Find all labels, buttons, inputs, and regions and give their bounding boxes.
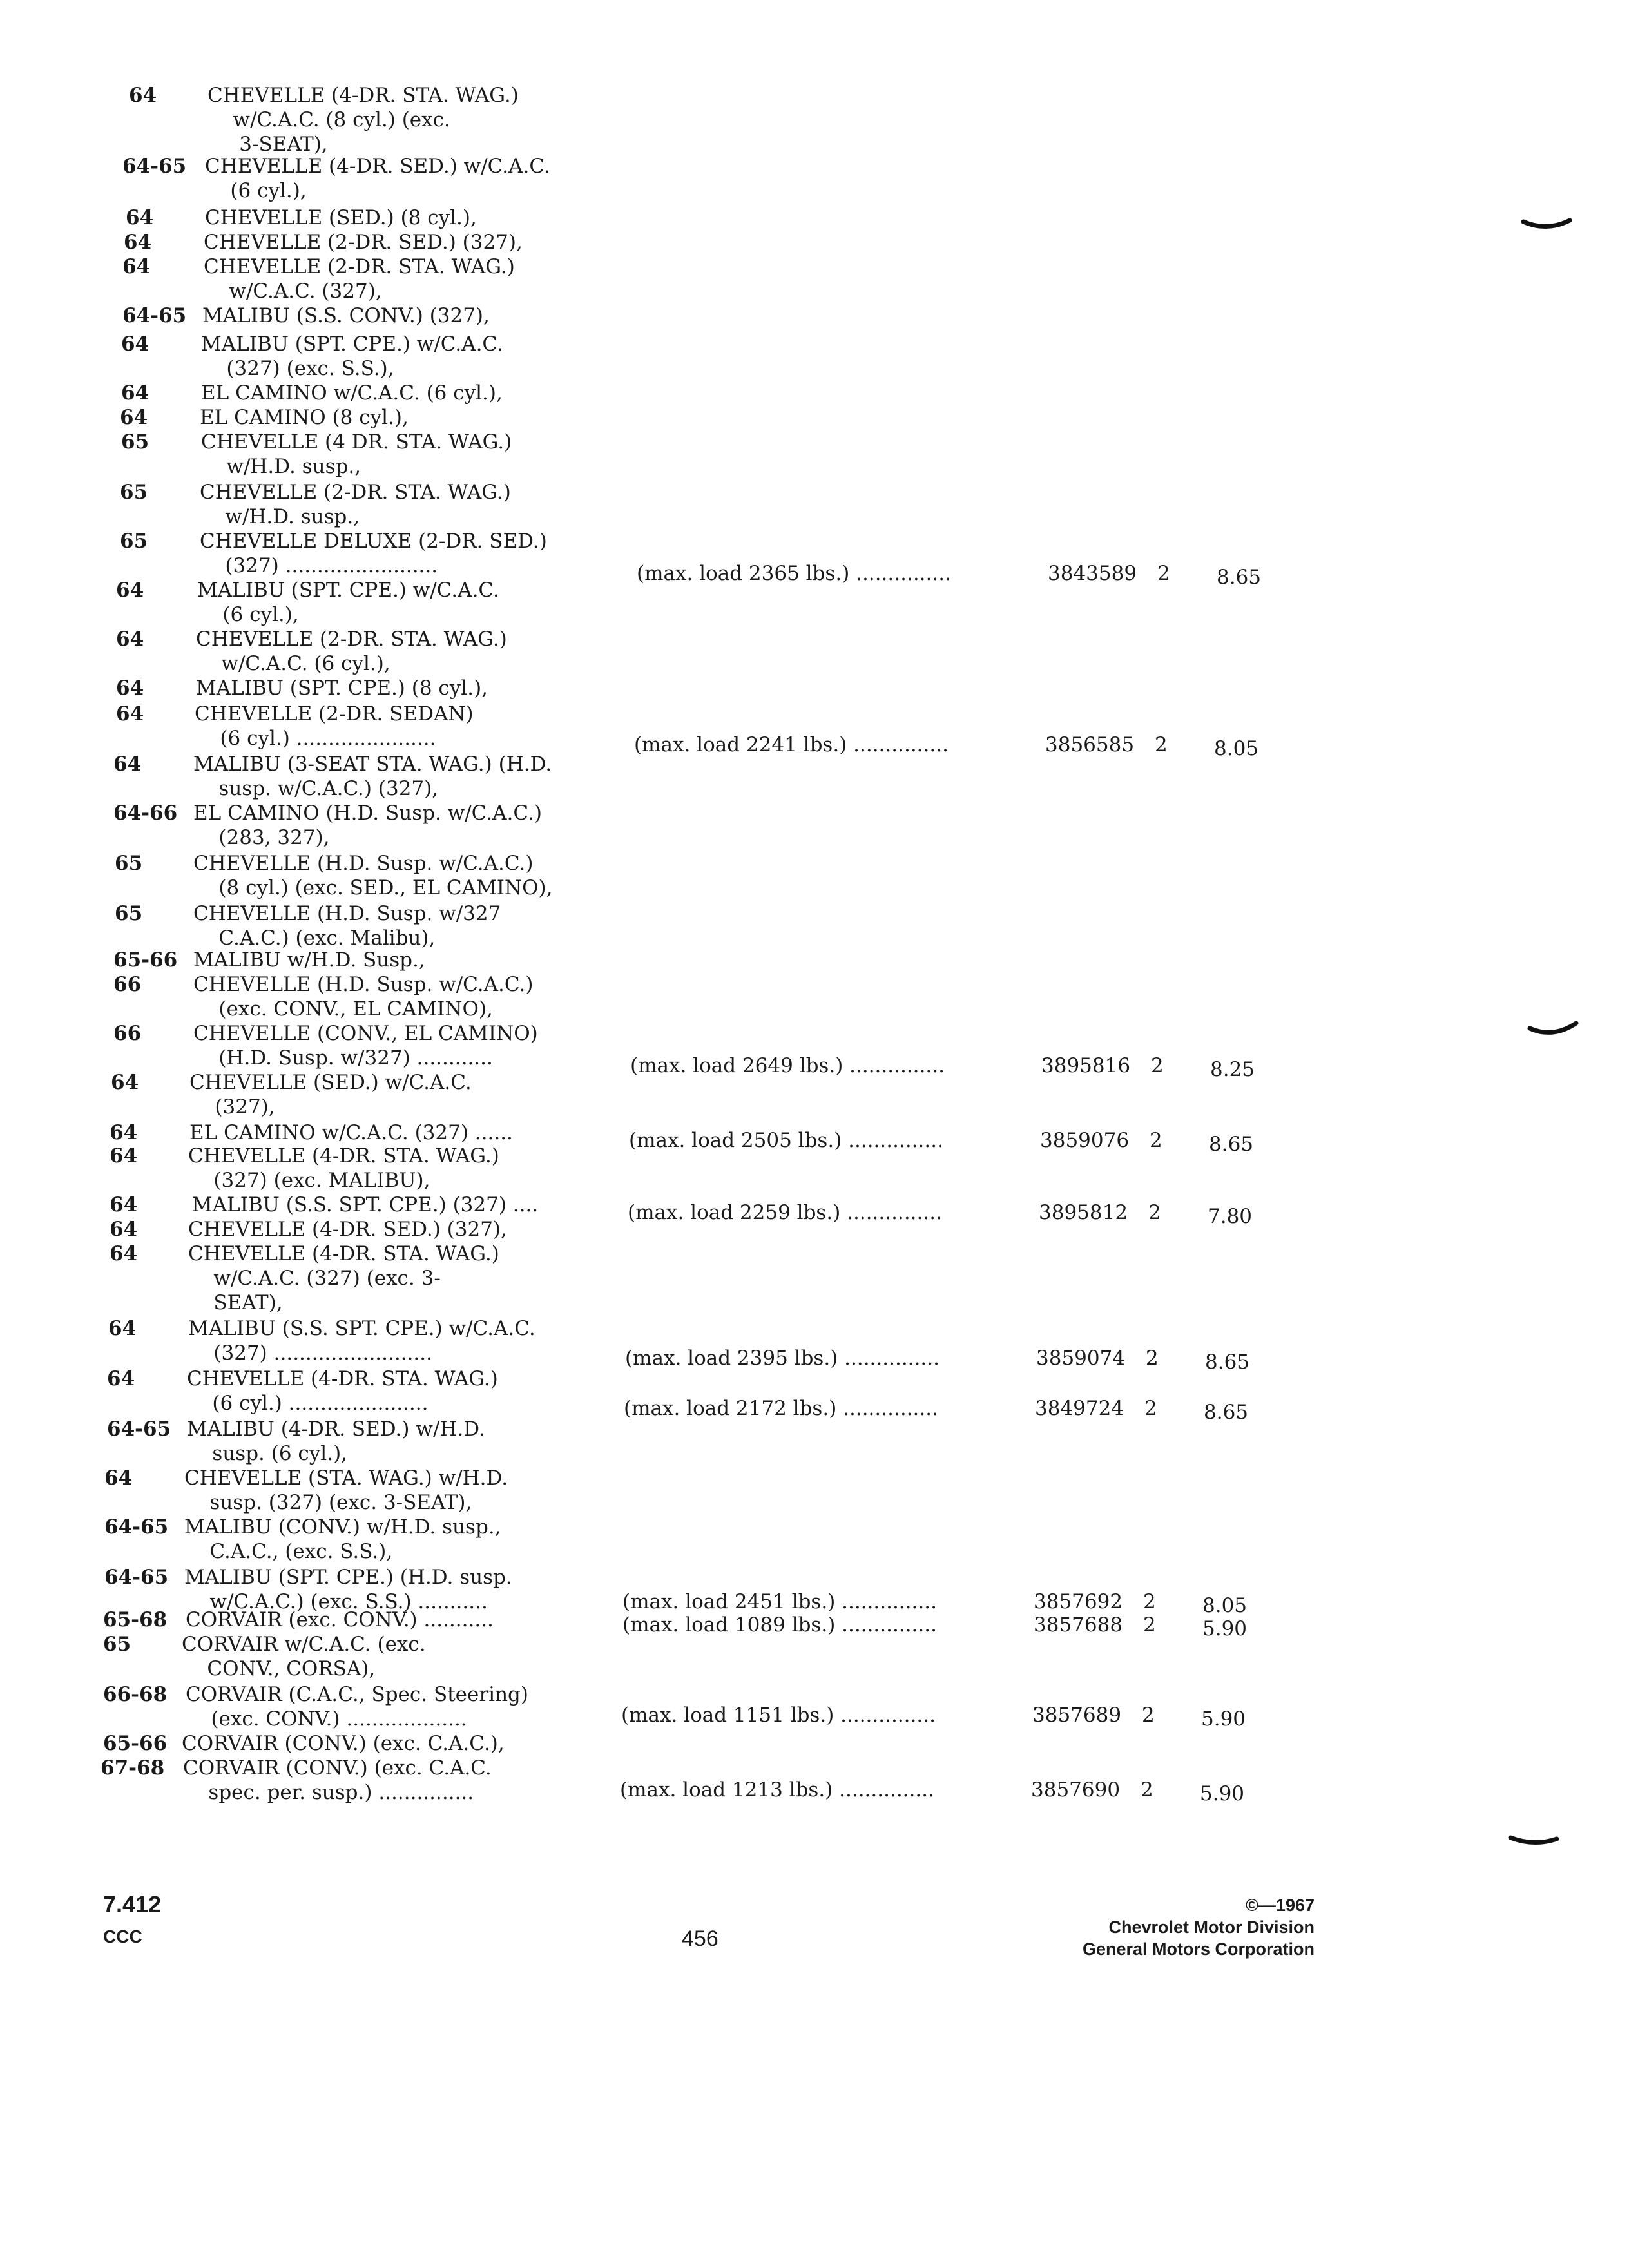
model-year: 64 [110, 1218, 138, 1241]
vehicle-description: CHEVELLE DELUXE (2-DR. SED.) [200, 530, 547, 553]
vehicle-description: MALIBU (S.S. SPT. CPE.) (327) .... [192, 1193, 539, 1216]
quantity: 2 [1142, 1704, 1155, 1727]
vehicle-description: CORVAIR (CONV.) (exc. C.A.C.), [182, 1732, 505, 1755]
vehicle-description: (283, 327), [193, 826, 330, 849]
vehicle-description: CHEVELLE (2-DR. SEDAN) [195, 702, 474, 726]
max-load-spec: (max. load 2395 lbs.) ............... [625, 1347, 940, 1370]
vehicle-description: CHEVELLE (2-DR. SED.) (327), [204, 231, 523, 254]
vehicle-description: CHEVELLE (H.D. Susp. w/327 [193, 902, 501, 925]
max-load-spec: (max. load 2365 lbs.) ............... [637, 562, 951, 585]
model-year: 65 [121, 430, 149, 454]
vehicle-description: CHEVELLE (SED.) (8 cyl.), [205, 206, 477, 229]
vehicle-description: w/C.A.C. (327), [204, 280, 382, 303]
model-year: 64-65 [104, 1566, 169, 1589]
vehicle-description: MALIBU w/H.D. Susp., [193, 948, 425, 972]
model-year: 65 [120, 481, 148, 504]
vehicle-description: (8 cyl.) (exc. SED., EL CAMINO), [193, 876, 553, 899]
part-number: 3895812 [1039, 1201, 1128, 1224]
vehicle-description: MALIBU (SPT. CPE.) (H.D. susp. [184, 1566, 512, 1589]
rate-value: 8.65 [1204, 1401, 1249, 1424]
vehicle-description: (327) (exc. MALIBU), [188, 1169, 430, 1192]
vehicle-description: MALIBU (S.S. SPT. CPE.) w/C.A.C. [188, 1317, 535, 1340]
model-year: 64-65 [122, 155, 187, 178]
rate-value: 5.90 [1202, 1617, 1248, 1640]
vehicle-description: CHEVELLE (2-DR. STA. WAG.) [196, 628, 507, 651]
model-year: 64 [116, 677, 144, 700]
max-load-spec: (max. load 2649 lbs.) ............... [630, 1054, 945, 1077]
quantity: 2 [1141, 1778, 1153, 1802]
model-year: 65 [120, 530, 148, 553]
max-load-spec: (max. load 1213 lbs.) ............... [620, 1778, 934, 1802]
part-number: 3857688 [1034, 1613, 1123, 1637]
max-load-spec: (max. load 2259 lbs.) ............... [628, 1201, 942, 1224]
vehicle-description: 3-SEAT), [207, 133, 328, 156]
model-year: 64 [116, 579, 144, 602]
vehicle-description: w/H.D. susp., [200, 505, 360, 528]
rate-value: 8.65 [1209, 1133, 1254, 1156]
max-load-spec: (max. load 1151 lbs.) ............... [621, 1704, 936, 1727]
model-year: 64 [110, 1121, 138, 1144]
vehicle-description: (327) (exc. S.S.), [201, 357, 394, 380]
model-year: 64 [110, 1144, 138, 1168]
division-line: Chevrolet Motor Division [1108, 1917, 1315, 1937]
vehicle-description: CHEVELLE (H.D. Susp. w/C.A.C.) [193, 852, 534, 875]
vehicle-description: MALIBU (S.S. CONV.) (327), [202, 304, 490, 327]
max-load-spec: (max. load 2505 lbs.) ............... [629, 1129, 943, 1152]
model-year: 65-66 [103, 1732, 168, 1755]
model-year: 66-68 [103, 1683, 168, 1706]
vehicle-description: (6 cyl.) ...................... [187, 1392, 429, 1415]
model-year: 64 [121, 381, 149, 405]
rate-value: 5.90 [1200, 1782, 1245, 1805]
vehicle-description: susp. (6 cyl.), [187, 1442, 348, 1465]
model-year: 64 [113, 753, 142, 776]
model-year: 64 [111, 1071, 139, 1094]
vehicle-description: (327) ......................... [188, 1341, 432, 1365]
model-year: 64 [110, 1193, 138, 1216]
vehicle-description: (exc. CONV., EL CAMINO), [193, 997, 493, 1021]
vehicle-description: CORVAIR (C.A.C., Spec. Steering) [186, 1683, 528, 1706]
vehicle-description: EL CAMINO (8 cyl.), [200, 406, 409, 429]
vehicle-description: CHEVELLE (2-DR. STA. WAG.) [204, 255, 515, 278]
model-year: 64 [108, 1317, 137, 1340]
model-year: 64 [121, 332, 149, 356]
quantity: 2 [1151, 1054, 1164, 1077]
vehicle-description: EL CAMINO (H.D. Susp. w/C.A.C.) [193, 802, 542, 825]
vehicle-description: MALIBU (3-SEAT STA. WAG.) (H.D. [193, 753, 552, 776]
model-year: 64 [120, 406, 148, 429]
part-number: 3857692 [1034, 1590, 1123, 1613]
model-year: 65-66 [113, 948, 178, 972]
part-number: 3859076 [1040, 1129, 1130, 1152]
vehicle-description: w/C.A.C. (6 cyl.), [196, 652, 390, 675]
model-year: 64 [122, 255, 151, 278]
model-year: 64 [104, 1466, 133, 1490]
quantity: 2 [1148, 1201, 1161, 1224]
vehicle-description: MALIBU (CONV.) w/H.D. susp., [184, 1515, 501, 1539]
rate-value: 8.65 [1217, 566, 1262, 589]
vehicle-description: MALIBU (4-DR. SED.) w/H.D. [187, 1418, 485, 1441]
model-year: 65 [103, 1633, 131, 1656]
vehicle-description: (exc. CONV.) ................... [186, 1707, 467, 1731]
vehicle-description: CHEVELLE (4-DR. STA. WAG.) [207, 84, 519, 107]
model-year: 64-65 [104, 1515, 169, 1539]
model-year: 66 [113, 973, 142, 996]
max-load-spec: (max. load 2451 lbs.) ............... [622, 1590, 937, 1613]
model-year: 64 [126, 206, 154, 229]
vehicle-description: (H.D. Susp. w/327) ............ [193, 1046, 493, 1070]
rate-value: 8.25 [1210, 1058, 1255, 1081]
vehicle-description: EL CAMINO w/C.A.C. (327) ...... [189, 1121, 513, 1144]
model-year: 65-68 [103, 1608, 168, 1631]
part-number: 3895816 [1041, 1054, 1131, 1077]
page-number: 456 [682, 1927, 718, 1951]
binder-mark-3 [1508, 1830, 1559, 1856]
rate-value: 5.90 [1201, 1707, 1246, 1731]
model-year: 64-66 [113, 802, 178, 825]
vehicle-description: CHEVELLE (H.D. Susp. w/C.A.C.) [193, 973, 534, 996]
model-year: 64 [107, 1367, 135, 1390]
part-number: 3843589 [1048, 562, 1137, 585]
vehicle-description: CONV., CORSA), [182, 1657, 376, 1680]
vehicle-description: (6 cyl.) ...................... [195, 727, 436, 750]
vehicle-description: (6 cyl.), [205, 179, 307, 202]
vehicle-description: CORVAIR w/C.A.C. (exc. [182, 1633, 426, 1656]
vehicle-description: CORVAIR (exc. CONV.) ........... [186, 1608, 494, 1631]
part-number: 3857690 [1031, 1778, 1121, 1802]
vehicle-description: w/C.A.C. (327) (exc. 3- [188, 1267, 441, 1290]
model-year: 67-68 [101, 1756, 165, 1780]
vehicle-description: CHEVELLE (CONV., EL CAMINO) [193, 1022, 538, 1045]
vehicle-description: MALIBU (SPT. CPE.) w/C.A.C. [201, 332, 503, 356]
vehicle-description: CHEVELLE (4-DR. STA. WAG.) [188, 1242, 499, 1265]
vehicle-description: CHEVELLE (4-DR. STA. WAG.) [188, 1144, 499, 1168]
vehicle-description: SEAT), [188, 1291, 283, 1314]
rate-value: 8.65 [1205, 1350, 1250, 1374]
vehicle-description: (327), [189, 1095, 275, 1119]
vehicle-description: CHEVELLE (4-DR. SED.) w/C.A.C. [205, 155, 550, 178]
model-year: 64 [116, 628, 144, 651]
part-number: 3856585 [1045, 733, 1135, 756]
vehicle-description: C.A.C., (exc. S.S.), [184, 1540, 393, 1563]
max-load-spec: (max. load 1089 lbs.) ............... [622, 1613, 937, 1637]
vehicle-description: CORVAIR (CONV.) (exc. C.A.C. [183, 1756, 492, 1780]
vehicle-description: w/C.A.C. (8 cyl.) (exc. [207, 108, 450, 131]
model-year: 64-65 [107, 1418, 171, 1441]
vehicle-description: (327) ........................ [200, 554, 438, 577]
rate-value: 8.05 [1214, 737, 1259, 760]
model-year: 64-65 [122, 304, 187, 327]
model-year: 64 [124, 231, 152, 254]
model-year: 64 [129, 84, 157, 107]
vehicle-description: CHEVELLE (SED.) w/C.A.C. [189, 1071, 472, 1094]
model-year: 65 [115, 852, 143, 875]
rate-value: 8.05 [1202, 1594, 1248, 1617]
section-number: 7.412 [103, 1891, 162, 1917]
vehicle-description: CHEVELLE (2-DR. STA. WAG.) [200, 481, 511, 504]
vehicle-description: CHEVELLE (4 DR. STA. WAG.) [201, 430, 512, 454]
model-year: 65 [115, 902, 143, 925]
quantity: 2 [1155, 733, 1168, 756]
binder-mark-2 [1527, 1019, 1579, 1045]
rate-value: 7.80 [1208, 1205, 1253, 1228]
quantity: 2 [1144, 1397, 1157, 1420]
vehicle-description: MALIBU (SPT. CPE.) w/C.A.C. [197, 579, 499, 602]
model-year: 64 [116, 702, 144, 726]
max-load-spec: (max. load 2172 lbs.) ............... [624, 1397, 938, 1420]
vehicle-description: EL CAMINO w/C.A.C. (6 cyl.), [201, 381, 503, 405]
vehicle-description: CHEVELLE (STA. WAG.) w/H.D. [184, 1466, 508, 1490]
catalog-code: CCC [103, 1927, 142, 1946]
part-number: 3857689 [1032, 1704, 1122, 1727]
model-year: 64 [110, 1242, 138, 1265]
vehicle-description: w/H.D. susp., [201, 455, 361, 478]
corporation-line: General Motors Corporation [1082, 1939, 1315, 1959]
quantity: 2 [1143, 1613, 1156, 1637]
vehicle-description: C.A.C.) (exc. Malibu), [193, 927, 436, 950]
vehicle-description: (6 cyl.), [197, 603, 299, 626]
quantity: 2 [1146, 1347, 1159, 1370]
binder-mark-1 [1521, 213, 1572, 238]
vehicle-description: CHEVELLE (4-DR. SED.) (327), [188, 1218, 507, 1241]
model-year: 66 [113, 1022, 142, 1045]
vehicle-description: w/C.A.C.) (exc. S.S.) ........... [184, 1590, 488, 1613]
vehicle-description: spec. per. susp.) ............... [183, 1781, 474, 1804]
vehicle-description: MALIBU (SPT. CPE.) (8 cyl.), [196, 677, 488, 700]
quantity: 2 [1143, 1590, 1156, 1613]
vehicle-description: susp. (327) (exc. 3-SEAT), [184, 1491, 472, 1514]
vehicle-description: susp. w/C.A.C.) (327), [193, 777, 439, 800]
vehicle-description: CHEVELLE (4-DR. STA. WAG.) [187, 1367, 498, 1390]
copyright-line: ©—1967 [1246, 1896, 1315, 1915]
part-number: 3859074 [1036, 1347, 1126, 1370]
max-load-spec: (max. load 2241 lbs.) ............... [634, 733, 949, 756]
quantity: 2 [1150, 1129, 1162, 1152]
quantity: 2 [1157, 562, 1170, 585]
part-number: 3849724 [1035, 1397, 1124, 1420]
